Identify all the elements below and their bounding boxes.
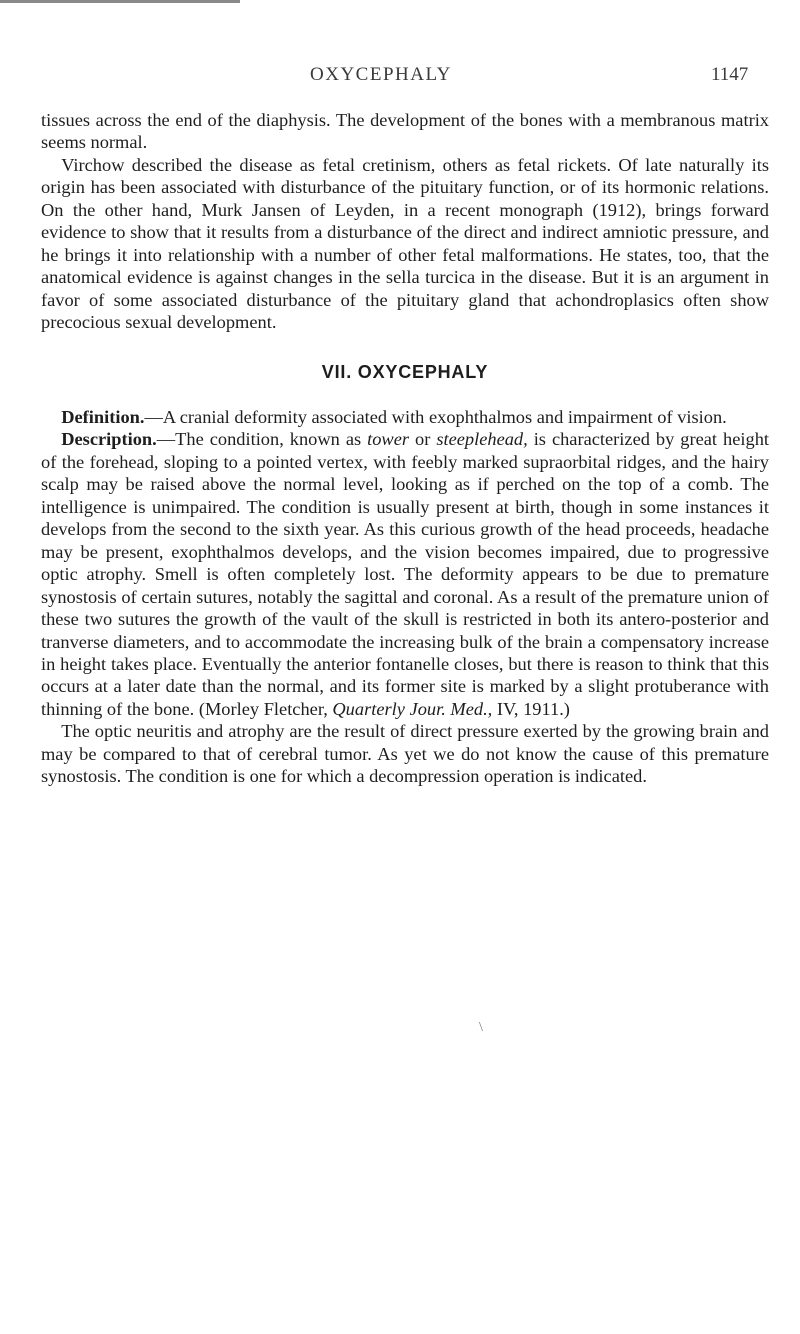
top-edge-rule <box>0 0 240 3</box>
running-head <box>0 64 800 88</box>
term-tower: tower <box>367 429 410 450</box>
description-text-2: or <box>409 429 437 450</box>
definition-paragraph <box>41 406 769 428</box>
description-text-1: —The condition, known as <box>156 429 368 450</box>
stray-ink-mark: \ <box>479 1020 483 1035</box>
description-text-4: IV, 1911.) <box>492 698 570 719</box>
journal-citation: Quarterly Jour. Med., <box>332 698 493 719</box>
intro-paragraph-virchow: Virchow described the disease as fetal cretinism, others as fetal rickets. Of late naturally its origin has been associated with disturbance of the pituitary function, or of its hormonic relations. On the other hand, Murk Jansen of Leyden, in a recent monograph (1912), brings forward evidence to show that it results from a disturbance of the direct and indirect amniotic pressure, and he brings it into relationship with a number of other fetal malformations. He states, too, that the anatomical evidence is against changes in the sella turcica in the disease. But it is an argument in favor of some associated disturbance of the pituitary gland that achondroplasics often show precocious sexual development. <box>41 154 769 333</box>
description-paragraph <box>41 428 769 720</box>
term-steeplehead: steeplehead, <box>436 429 528 450</box>
closing-paragraph: The optic neuritis and atrophy are the result of direct pressure exerted by the growing brain and may be compared to that of cerebral tumor. As yet we do not know the cause of this premature synostosis. The condition is one for which a decompression operation is indicated. <box>41 721 769 787</box>
definition-text: —A cranial deformity associated with exophthalmos and impairment of vision. <box>144 406 727 427</box>
running-title: OXYCEPHALY <box>310 64 452 85</box>
page-number: 1147 <box>711 64 749 85</box>
description-text-3: is characterized by great height of the forehead, sloping to a pointed vertex, with feebly marked supraorbital ridges, and the hairy scalp may be raised above the normal level, looking as if perched on the top of a comb. The intelligence is unimpaired. The condition is usually present at birth, though in some instances it develops from the second to the sixth year. As this curious growth of the head proceeds, headache may be present, exophthalmos develops, and the vision becomes impaired, due to progressive optic atrophy. Smell is often completely lost. The deformity appears to be due to premature synostosis of certain sutures, notably the sagittal and coronal. As a result of the premature union of these two sutures the growth of the vault of the skull is restricted in both its antero-posterior and tranverse diameters, and to accommodate the increasing bulk of the brain a compensatory increase in height takes place. Eventually the anterior fontanelle closes, but there is reason to think that this occurs at a later date than the normal, and its former site is marked by a slight protuberance with thinning of the bone. (Morley Fletcher, <box>41 429 769 719</box>
description-label: Description. <box>61 429 157 450</box>
intro-paragraph-continued: tissues across the end of the diaphysis. The development of the bones with a membranous matrix seems normal. <box>41 110 769 153</box>
definition-label: Definition. <box>61 406 145 427</box>
section-heading: VII. OXYCEPHALY <box>321 361 489 382</box>
body-text <box>41 109 769 788</box>
